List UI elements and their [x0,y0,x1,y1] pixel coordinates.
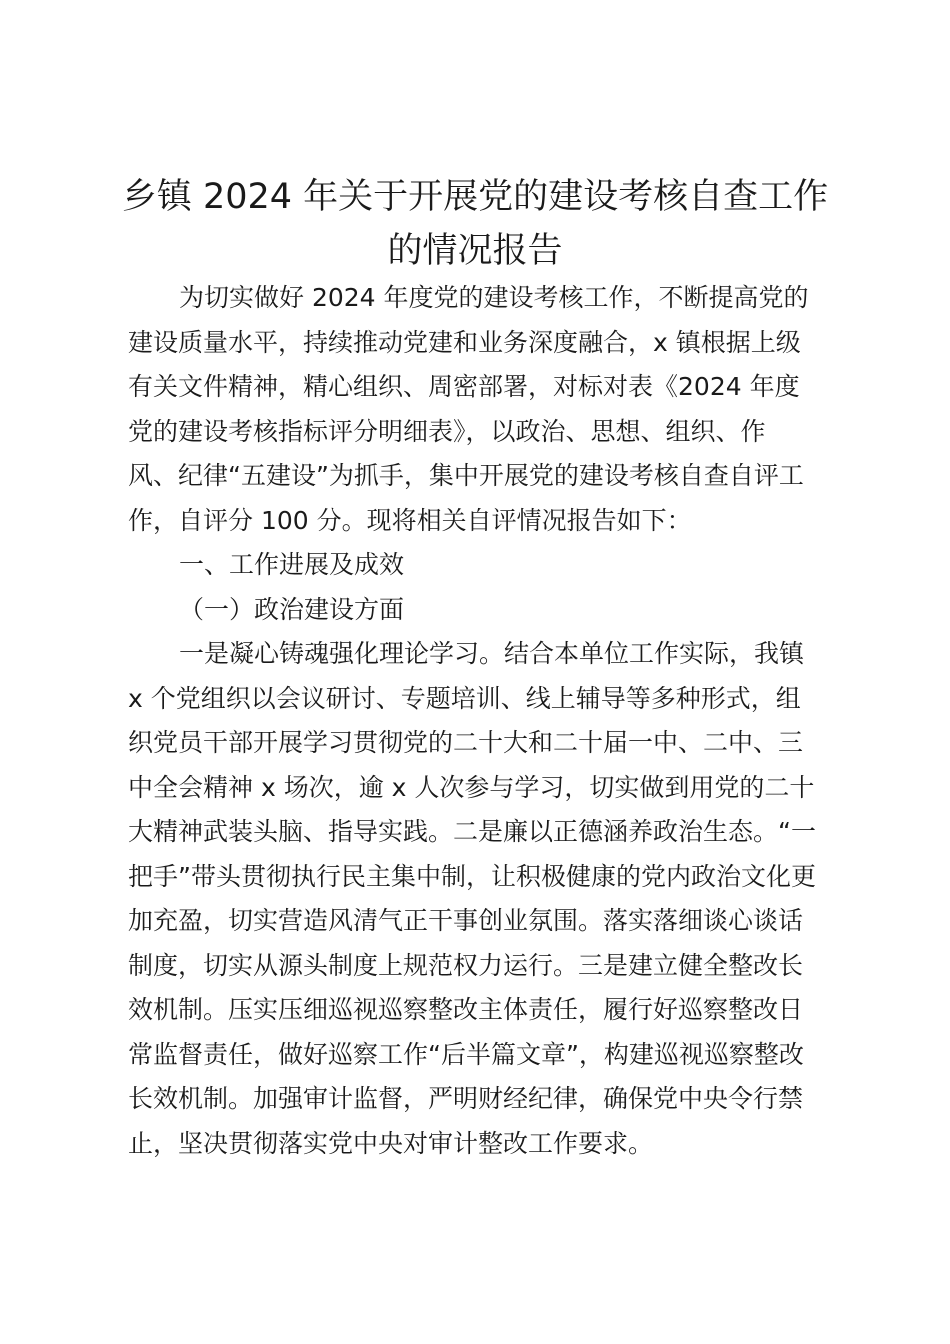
paragraph-politics-line: 常监督责任，做好巡察工作“后半篇文章”，构建巡视巡察整改 [128,1039,804,1069]
paragraph-politics-line: x 个党组织以会议研讨、专题培训、线上辅导等多种形式，组 [128,683,801,713]
paragraph-intro-line: 为切实做好 2024 年度党的建设考核工作，不断提高党的 [179,283,809,312]
paragraph-politics-line: 大精神武装头脑、指导实践。二是廉以正德涵养政治生态。“一 [128,817,816,846]
title-line-2: 的情况报告 [387,231,563,271]
title-line-1: 乡镇 2024 年关于开展党的建设考核自查工作 [121,177,829,217]
paragraph-politics-line: 效机制。压实压细巡视巡察整改主体责任，履行好巡察整改日 [128,995,804,1024]
paragraph-politics-line: 制度，切实从源头制度上规范权力运行。三是建立健全整改长 [128,950,804,980]
document-body [128,276,828,1166]
paragraph-intro-line: 风、纪律“五建设”为抓手，集中开展党的建设考核自查自评工 [128,461,804,490]
paragraph-intro-line: 党的建设考核指标评分明细表》，以政治、思想、组织、作 [128,416,766,446]
subsection-heading: （一）政治建设方面 [179,594,405,624]
paragraph-intro-line: 作，自评分 100 分。现将相关自评情况报告如下： [128,505,692,535]
paragraph-politics-line: 中全会精神 x 场次，逾 x 人次参与学习，切实做到用党的二十 [128,772,815,802]
document-title [100,170,850,278]
paragraph-politics-line: 织党员干部开展学习贯彻党的二十大和二十届一中、二中、三 [128,728,804,757]
paragraph-intro-line: 建设质量水平，持续推动党建和业务深度融合，x 镇根据上级 [128,327,801,357]
section-heading: 一、工作进展及成效 [179,550,405,579]
paragraph-politics-line: 加充盈，切实营造风清气正干事创业氛围。落实落细谈心谈话 [128,906,804,935]
paragraph-politics-line: 把手”带头贯彻执行民主集中制，让积极健康的党内政治文化更 [128,861,816,891]
paragraph-politics-line: 止，坚决贯彻落实党中央对审计整改工作要求。 [128,1128,654,1158]
paragraph-politics-line: 一是凝心铸魂强化理论学习。结合本单位工作实际，我镇 [179,639,805,668]
paragraph-intro-line: 有关文件精神，精心组织、周密部署，对标对表《2024 年度 [128,372,800,401]
paragraph-politics-line: 长效机制。加强审计监督，严明财经纪律，确保党中央令行禁 [128,1084,804,1113]
